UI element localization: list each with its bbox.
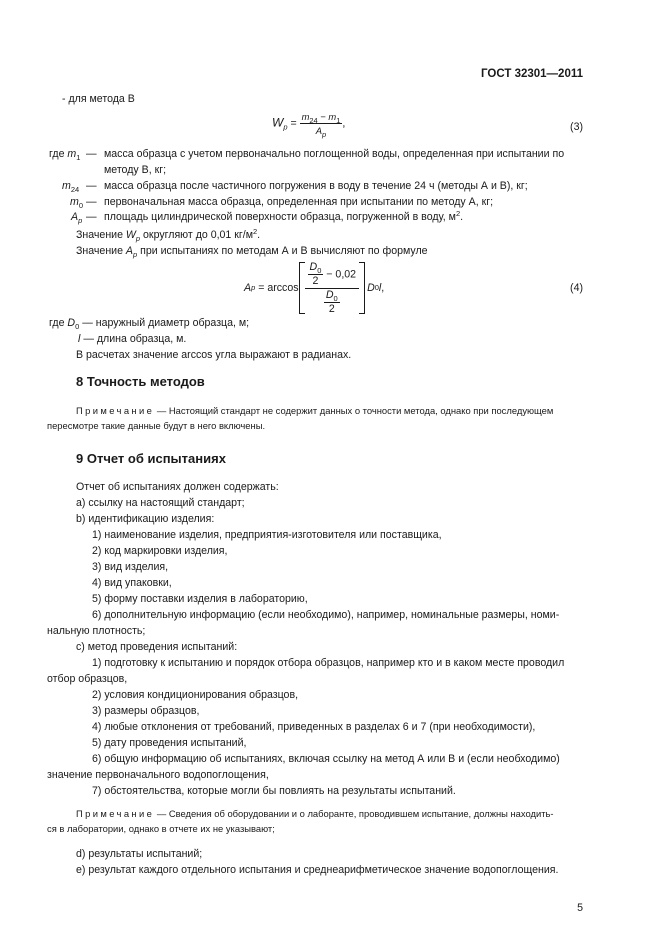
item-b-5: 5) форму поставки изделия в лабораторию, xyxy=(92,593,308,605)
def-dash: — xyxy=(86,180,97,192)
symbol: A xyxy=(125,245,133,257)
item-c-1: 1) подготовку к испытанию и порядок отбора образцов, например кто и в каком месте проводил xyxy=(92,657,565,669)
definition-m1 xyxy=(49,146,80,162)
outer-numerator xyxy=(305,261,360,289)
comma: , xyxy=(381,282,385,294)
denominator xyxy=(300,124,343,137)
subscript: p xyxy=(133,250,138,259)
def-text: — наружный диаметр образца, м; xyxy=(82,317,250,329)
formula-symbol: A xyxy=(244,282,252,294)
arccos-label: = arccos xyxy=(255,282,299,294)
text: округляют до 0,01 кг/м xyxy=(140,229,253,241)
outer-denominator xyxy=(305,289,360,316)
inner-denominator: 2 xyxy=(312,274,319,287)
def-subscript: 1 xyxy=(76,153,81,162)
note-label: Примечание xyxy=(76,808,155,819)
item-c-1-cont: отбор образцов, xyxy=(47,673,128,685)
item-c-6: 6) общую информацию об испытаниях, включая ссылку на метод А или В и (если необходимо) xyxy=(92,753,560,765)
equation-number-4: (4) xyxy=(570,282,583,294)
symbol: W xyxy=(125,229,136,241)
subscript: 0 xyxy=(317,265,322,275)
equation-number-3: (3) xyxy=(570,121,583,133)
numerator xyxy=(300,110,343,124)
def-symbol: D xyxy=(67,317,76,329)
num-subscript: 24 xyxy=(309,116,318,125)
definition-l xyxy=(78,331,186,347)
def-subscript: 24 xyxy=(70,185,80,194)
item-b-4: 4) вид упаковки, xyxy=(92,577,172,589)
item-c: c) метод проведения испытаний: xyxy=(76,641,238,653)
symbol: D xyxy=(325,288,334,301)
den-numerator xyxy=(324,289,340,303)
text: при испытаниях по методам А и В вычисляют по формуле xyxy=(137,245,428,257)
section-8-title: 8 Точность методов xyxy=(76,374,205,389)
note-label: Примечание xyxy=(76,405,155,416)
den-fraction xyxy=(324,289,340,316)
minus-constant: − 0,02 xyxy=(323,267,357,280)
def-symbol: m xyxy=(62,180,71,192)
num-subscript: 1 xyxy=(336,116,341,125)
definition-m24 xyxy=(62,178,79,194)
def-subscript: 0 xyxy=(75,322,80,331)
definition-m0 xyxy=(70,194,83,210)
def-dash: — xyxy=(86,211,97,223)
symbol: D xyxy=(309,260,318,273)
formula-subscript: p xyxy=(283,122,288,132)
item-b-2: 2) код маркировки изделия, xyxy=(92,545,228,557)
subscript: p xyxy=(135,234,141,243)
def-end: . xyxy=(460,211,464,223)
inner-fraction xyxy=(308,261,324,288)
note-text: — Сведения об оборудовании и о лаборанте, проводившем испытание, должны находить- xyxy=(154,808,554,819)
def-symbol: l xyxy=(78,333,81,345)
den-subscript: p xyxy=(322,130,327,139)
item-b-1: 1) наименование изделия, предприятия-изготовителя или поставщика, xyxy=(92,529,442,541)
section-8-note-cont: пересмотре такие данные будут в него включены. xyxy=(47,420,266,431)
def-text-ap xyxy=(104,209,463,225)
item-c-5: 5) дату проведения испытаний, xyxy=(92,737,247,749)
def-text-m24: масса образца после частичного погружения в воду в течение 24 ч (методы А и В), кг; xyxy=(104,180,528,192)
radians-note: В расчетах значение arccos угла выражают в радианах. xyxy=(76,349,352,361)
item-c-2: 2) условия кондиционирования образцов, xyxy=(92,689,299,701)
section-9-title: 9 Отчет об испытаниях xyxy=(76,451,226,466)
definition-ap xyxy=(71,209,82,225)
def-prefix: где xyxy=(49,317,68,329)
formula-symbol: W xyxy=(272,115,284,130)
num-symbol: m xyxy=(301,111,310,122)
text: Значение xyxy=(76,229,126,241)
subscript: 0 xyxy=(333,293,338,303)
item-e: e) результат каждого отдельного испытания и среднеарифметическое значение водопоглощения. xyxy=(76,864,559,876)
item-b-6: 6) дополнительную информацию (если необходимо), например, номинальные размеры, номи- xyxy=(92,609,560,621)
section-9-note-cont: ся в лаборатории, однако в отчете их не указывают; xyxy=(47,823,275,834)
item-b-3: 3) вид изделия, xyxy=(92,561,169,573)
fraction xyxy=(300,110,346,139)
item-c-7: 7) обстоятельства, которые могли бы повлиять на результаты испытаний. xyxy=(92,785,456,797)
formula-4: A p = arccos $\frac{D_0}{2}$ − 0,02 $\frac{D_0}{2}$ D 0 l , xyxy=(244,260,385,315)
calc-intro xyxy=(76,243,428,259)
def-dash: — xyxy=(86,148,97,160)
def-subscript: p xyxy=(78,216,83,225)
item-b-6-cont: нальную плотность; xyxy=(47,625,146,637)
def-dash: — xyxy=(86,196,97,208)
def-text: площадь цилиндрической поверхности образца, погруженной в воду, м xyxy=(104,211,456,223)
def-superscript: 2 xyxy=(455,209,461,218)
outer-fraction xyxy=(305,261,360,316)
def-text-m0: первоначальная масса образца, определенная при испытании по методу А, кг; xyxy=(104,196,494,208)
text: . xyxy=(257,229,261,241)
def-symbol: m xyxy=(70,196,79,208)
den-denominator: 2 xyxy=(328,302,335,315)
section-8-note xyxy=(76,403,553,419)
num-symbol: m xyxy=(328,111,337,122)
text: Значение xyxy=(76,245,126,257)
definition-d0 xyxy=(49,315,249,331)
item-d: d) результаты испытаний; xyxy=(76,848,203,860)
minus: − xyxy=(317,111,329,122)
inner-numerator xyxy=(308,261,324,275)
section-9-note xyxy=(76,806,554,822)
def-symbol: A xyxy=(71,211,79,223)
def-text: — длина образца, м. xyxy=(83,333,187,345)
def-symbol: m xyxy=(67,148,77,160)
def-prefix: где xyxy=(49,148,68,160)
note-text: — Настоящий стандарт не содержит данных о точности метода, однако при последующем xyxy=(154,405,554,416)
item-a: a) ссылку на настоящий стандарт; xyxy=(76,497,245,509)
formula-comma: , xyxy=(342,117,346,130)
standard-header: ГОСТ 32301—2011 xyxy=(481,68,583,80)
den-symbol: A xyxy=(315,125,323,136)
item-c-3: 3) размеры образцов, xyxy=(92,705,200,717)
symbol: l xyxy=(378,282,382,294)
item-c-4: 4) любые отклонения от требований, приведенных в разделах 6 и 7 (при необходимости), xyxy=(92,721,536,733)
report-intro: Отчет об испытаниях должен содержать: xyxy=(76,481,279,493)
def-text-m1: масса образца с учетом первоначально поглощенной воды, определенная при испытании по xyxy=(104,148,565,160)
page-number: 5 xyxy=(577,902,583,914)
item-b: b) идентификацию изделия: xyxy=(76,513,215,525)
method-b-intro: - для метода В xyxy=(62,93,135,105)
def-text-m1-cont: методу В, кг; xyxy=(104,164,167,176)
def-subscript: 0 xyxy=(78,201,83,210)
rounding-note xyxy=(76,227,260,243)
formula-equals: = xyxy=(287,117,300,130)
right-bracket xyxy=(359,262,365,314)
formula-3 xyxy=(272,110,345,137)
item-c-6-cont: значение первоначального водопоглощения, xyxy=(47,769,269,781)
superscript: 2 xyxy=(253,227,258,236)
symbol: D xyxy=(367,282,375,294)
